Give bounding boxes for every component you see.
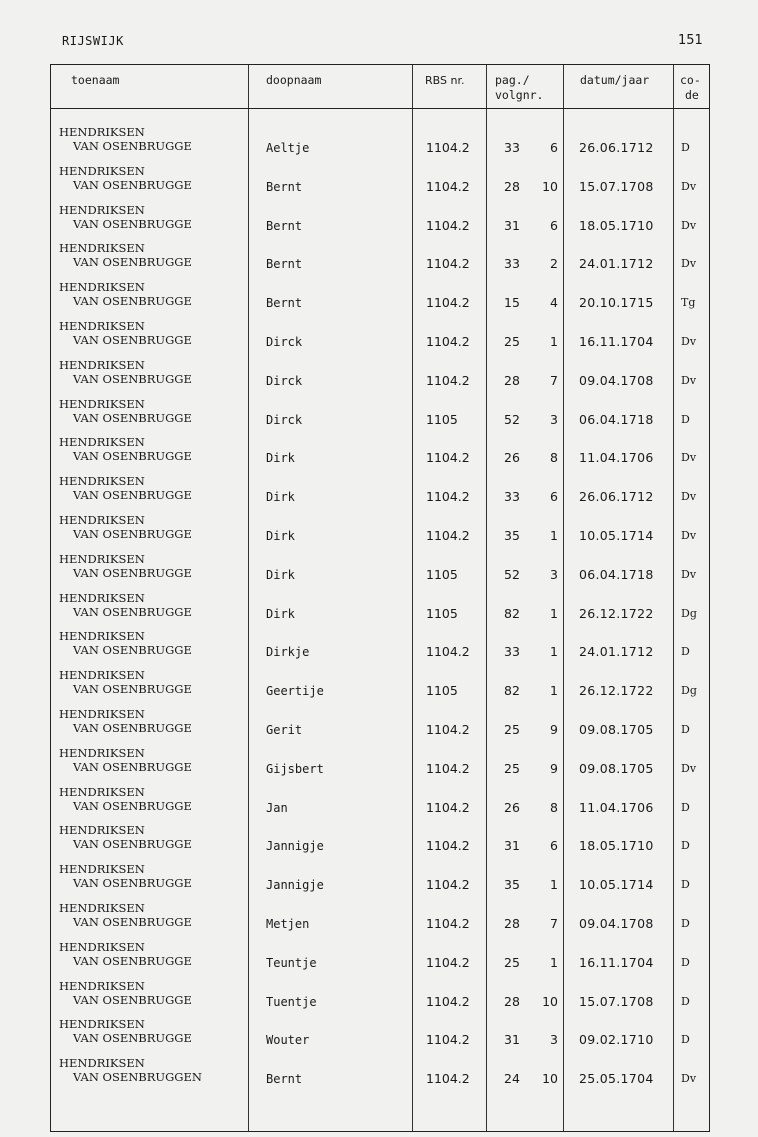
- record-date: 10.05.1714: [579, 528, 654, 543]
- surname-line-1: HENDRIKSEN: [59, 629, 145, 644]
- record-code: Dg: [681, 606, 697, 620]
- page-number-cell: 25: [504, 760, 520, 776]
- table-row: [51, 629, 711, 668]
- record-date: 09.04.1708: [579, 916, 654, 931]
- record-code: Dv: [681, 257, 697, 271]
- table-row: [51, 241, 711, 280]
- surname-line-2: VAN OSENBRUGGE: [73, 798, 192, 813]
- record-date: 26.06.1712: [579, 489, 654, 505]
- rbs-number: 1104.2: [426, 528, 470, 543]
- table-row: [51, 125, 711, 164]
- surname-line-2: VAN OSENBRUGGE: [73, 915, 192, 929]
- record-code: D: [681, 878, 690, 892]
- given-name: Bernt: [266, 218, 303, 233]
- surname-line-1: HENDRIKSEN: [59, 862, 145, 877]
- surname-line-2: VAN OSENBRUGGE: [73, 527, 192, 541]
- surname-line-1: HENDRIKSEN: [59, 435, 145, 450]
- surname-line-1: HENDRIKSEN: [59, 202, 145, 217]
- table-row: [51, 668, 711, 707]
- rbs-number: 1104.2: [426, 760, 470, 776]
- record-date: 11.04.1706: [579, 450, 654, 466]
- surname-line-1: HENDRIKSEN: [59, 513, 145, 527]
- surname-line-2: VAN OSENBRUGGE: [73, 565, 192, 580]
- rbs-number: 1104.2: [426, 1032, 470, 1048]
- surname-line-2: VAN OSENBRUGGE: [73, 449, 192, 464]
- table-row: [51, 940, 711, 979]
- page-number-cell: 33: [504, 256, 520, 272]
- surname-line-2: VAN OSENBRUGGE: [73, 643, 192, 658]
- table-row: [51, 591, 711, 630]
- column-header-pag: pag./: [495, 73, 530, 87]
- record-date: 24.01.1712: [579, 256, 654, 272]
- given-name: Dirck: [266, 373, 303, 388]
- surname-line-1: HENDRIKSEN: [59, 474, 145, 489]
- record-date: 15.07.1708: [579, 993, 654, 1009]
- rbs-number: 1104.2: [426, 954, 470, 970]
- table-row: [51, 164, 711, 203]
- rbs-number: 1104.2: [426, 799, 470, 815]
- sequence-number: 8: [550, 799, 558, 815]
- record-code: D: [681, 955, 690, 969]
- page-number-cell: 28: [504, 372, 520, 388]
- rbs-number: 1105: [426, 411, 458, 427]
- given-name: Aeltje: [266, 141, 310, 155]
- surname-line-1: HENDRIKSEN: [59, 357, 145, 372]
- record-code: Dv: [681, 335, 697, 348]
- page-number-cell: 28: [504, 178, 520, 194]
- table-row: [51, 552, 711, 591]
- record-date: 20.10.1715: [579, 295, 654, 311]
- given-name: Bernt: [266, 257, 303, 272]
- page-number-cell: 24: [504, 1071, 520, 1087]
- surname-line-2: VAN OSENBRUGGE: [73, 255, 192, 270]
- record-code: D: [681, 412, 690, 426]
- page-number-cell: 82: [504, 683, 520, 699]
- table-row: [51, 474, 711, 513]
- sequence-number: 3: [550, 411, 558, 427]
- rbs-number: 1105: [426, 683, 458, 699]
- surname-line-2: VAN OSENBRUGGE: [73, 759, 192, 774]
- record-date: 16.11.1704: [579, 954, 654, 970]
- surname-line-2: VAN OSENBRUGGE: [73, 721, 192, 735]
- page-number-cell: 52: [504, 566, 520, 582]
- page-number-cell: 33: [504, 140, 520, 155]
- given-name: Gijsbert: [266, 761, 324, 776]
- page-number-cell: 25: [504, 954, 520, 970]
- rbs-number: 1105: [426, 605, 458, 621]
- given-name: Gerit: [266, 723, 303, 737]
- sequence-number: 6: [550, 217, 558, 233]
- given-name: Dirkje: [266, 645, 310, 660]
- record-date: 18.05.1710: [579, 838, 654, 854]
- record-code: Dv: [681, 451, 697, 465]
- rbs-number: 1104.2: [426, 256, 470, 272]
- surname-line-2: VAN OSENBRUGGE: [73, 682, 192, 697]
- given-name: Dirck: [266, 335, 303, 349]
- record-date: 26.12.1722: [579, 683, 654, 699]
- page-number-cell: 28: [504, 916, 520, 931]
- surname-line-2: VAN OSENBRUGGE: [73, 953, 192, 968]
- record-code: Dv: [681, 179, 697, 193]
- record-code: D: [681, 800, 690, 814]
- table-row: [51, 513, 711, 552]
- sequence-number: 10: [542, 178, 558, 194]
- page-number-cell: 25: [504, 334, 520, 349]
- table-row: [51, 203, 711, 242]
- rbs-number: 1104.2: [426, 838, 470, 854]
- sequence-number: 3: [550, 566, 558, 582]
- sequence-number: 1: [550, 877, 558, 893]
- surname-line-2: VAN OSENBRUGGE: [73, 177, 192, 192]
- page-number-cell: 33: [504, 644, 520, 660]
- given-name: Dirk: [266, 490, 295, 505]
- surname-line-2: VAN OSENBRUGGE: [73, 294, 192, 309]
- record-code: D: [681, 839, 690, 853]
- record-date: 06.04.1718: [579, 411, 654, 427]
- page-number-cell: 26: [504, 799, 520, 815]
- surname-line-2: VAN OSENBRUGGE: [73, 876, 192, 891]
- page-number-cell: 28: [504, 993, 520, 1009]
- sequence-number: 1: [550, 334, 558, 349]
- surname-line-1: HENDRIKSEN: [59, 939, 145, 954]
- sequence-number: 6: [550, 140, 558, 155]
- record-code: Dv: [681, 373, 697, 387]
- surname-line-2: VAN OSENBRUGGE: [73, 216, 192, 231]
- place-heading: RIJSWIJK: [62, 34, 124, 48]
- table-row: [51, 707, 711, 746]
- rbs-number: 1104.2: [426, 334, 470, 349]
- record-code: Dv: [681, 218, 697, 232]
- sequence-number: 6: [550, 489, 558, 505]
- given-name: Dirk: [266, 606, 295, 621]
- surname-line-1: HENDRIKSEN: [59, 241, 145, 256]
- record-date: 26.06.1712: [579, 140, 654, 155]
- table-row: [51, 435, 711, 474]
- ledger-table: [50, 64, 710, 1132]
- column-header-toenaam: toenaam: [71, 73, 120, 87]
- record-date: 09.08.1705: [579, 722, 654, 737]
- page-number: 151: [678, 33, 703, 48]
- surname-line-1: HENDRIKSEN: [59, 163, 145, 178]
- given-name: Teuntje: [266, 955, 317, 970]
- record-code: Dv: [681, 529, 697, 542]
- sequence-number: 9: [550, 760, 558, 776]
- sequence-number: 1: [550, 954, 558, 970]
- record-code: Dv: [681, 761, 697, 775]
- surname-line-2: VAN OSENBRUGGE: [73, 371, 192, 386]
- surname-line-1: HENDRIKSEN: [59, 280, 145, 295]
- header-rule: [51, 108, 709, 109]
- record-code: D: [681, 917, 690, 930]
- rbs-number: 1104.2: [426, 489, 470, 505]
- rbs-number: 1104.2: [426, 916, 470, 931]
- given-name: Jannigje: [266, 839, 324, 854]
- sequence-number: 8: [550, 450, 558, 466]
- record-date: 11.04.1706: [579, 799, 654, 815]
- rbs-number: 1104.2: [426, 877, 470, 893]
- table-row: [51, 862, 711, 901]
- surname-line-2: VAN OSENBRUGGE: [73, 1031, 192, 1046]
- given-name: Geertije: [266, 684, 324, 699]
- given-name: Wouter: [266, 1033, 310, 1048]
- rbs-number: 1104.2: [426, 217, 470, 233]
- sequence-number: 1: [550, 528, 558, 543]
- surname-line-1: HENDRIKSEN: [59, 590, 145, 605]
- surname-line-2: VAN OSENBRUGGE: [73, 837, 192, 852]
- sequence-number: 2: [550, 256, 558, 272]
- surname-line-1: HENDRIKSEN: [59, 1056, 145, 1071]
- sequence-number: 6: [550, 838, 558, 854]
- record-code: Dg: [681, 684, 697, 698]
- record-date: 16.11.1704: [579, 334, 654, 349]
- surname-line-2: VAN OSENBRUGGE: [73, 604, 192, 619]
- sequence-number: 10: [542, 993, 558, 1009]
- surname-line-2: VAN OSENBRUGGE: [73, 992, 192, 1007]
- sequence-number: 1: [550, 605, 558, 621]
- sequence-number: 1: [550, 644, 558, 660]
- rbs-number: 1104.2: [426, 295, 470, 311]
- surname-line-1: HENDRIKSEN: [59, 745, 145, 760]
- surname-line-2: VAN OSENBRUGGE: [73, 488, 192, 503]
- page-number-cell: 31: [504, 838, 520, 854]
- record-code: Dv: [681, 1072, 697, 1086]
- table-row: [51, 901, 711, 940]
- page-number-cell: 35: [504, 528, 520, 543]
- sequence-number: 10: [542, 1071, 558, 1087]
- given-name: Tuentje: [266, 994, 317, 1009]
- table-row: [51, 979, 711, 1018]
- record-date: 06.04.1718: [579, 566, 654, 582]
- column-header-doopnaam: doopnaam: [266, 73, 322, 87]
- page-number-cell: 82: [504, 605, 520, 621]
- record-date: 10.05.1714: [579, 877, 654, 893]
- surname-line-1: HENDRIKSEN: [59, 823, 145, 838]
- surname-line-2: VAN OSENBRUGGE: [73, 333, 192, 347]
- rbs-number: 1104.2: [426, 644, 470, 660]
- rbs-number: 1104.2: [426, 450, 470, 466]
- record-code: D: [681, 141, 690, 154]
- surname-line-1: HENDRIKSEN: [59, 707, 145, 721]
- surname-line-1: HENDRIKSEN: [59, 901, 145, 915]
- given-name: Dirck: [266, 412, 303, 427]
- page-number-cell: 33: [504, 489, 520, 505]
- record-code: D: [681, 645, 690, 659]
- given-name: Dirk: [266, 451, 295, 466]
- record-date: 09.04.1708: [579, 372, 654, 388]
- table-row: [51, 823, 711, 862]
- table-row: [51, 746, 711, 785]
- table-row: [51, 785, 711, 824]
- column-header-datum: datum/jaar: [580, 73, 650, 87]
- record-date: 18.05.1710: [579, 217, 654, 233]
- column-header-code-cont: de: [685, 88, 699, 102]
- given-name: Dirk: [266, 567, 295, 582]
- column-header-rbs: RBS nr.: [425, 74, 465, 87]
- record-date: 15.07.1708: [579, 178, 654, 194]
- sequence-number: 7: [550, 916, 558, 931]
- sequence-number: 4: [550, 295, 558, 311]
- surname-line-1: HENDRIKSEN: [59, 125, 145, 139]
- given-name: Jannigje: [266, 878, 324, 893]
- page-number-cell: 26: [504, 450, 520, 466]
- rbs-number: 1104.2: [426, 140, 470, 155]
- table-row: [51, 358, 711, 397]
- rbs-number: 1104.2: [426, 993, 470, 1009]
- surname-line-1: HENDRIKSEN: [59, 319, 145, 333]
- table-row: [51, 1056, 711, 1095]
- given-name: Bernt: [266, 179, 303, 194]
- sequence-number: 3: [550, 1032, 558, 1048]
- sequence-number: 1: [550, 683, 558, 699]
- surname-line-1: HENDRIKSEN: [59, 784, 145, 799]
- column-header-code: co-: [680, 73, 701, 87]
- record-code: D: [681, 994, 690, 1008]
- given-name: Jan: [266, 800, 288, 815]
- surname-line-1: HENDRIKSEN: [59, 396, 145, 411]
- record-date: 24.01.1712: [579, 644, 654, 660]
- record-date: 09.02.1710: [579, 1032, 654, 1048]
- page-number-cell: 31: [504, 1032, 520, 1048]
- record-code: D: [681, 723, 690, 736]
- given-name: Metjen: [266, 917, 310, 931]
- record-code: D: [681, 1033, 690, 1047]
- table-row: [51, 319, 711, 358]
- page-number-cell: 52: [504, 411, 520, 427]
- rbs-number: 1104.2: [426, 372, 470, 388]
- rbs-number: 1104.2: [426, 1071, 470, 1087]
- record-date: 26.12.1722: [579, 605, 654, 621]
- table-row: [51, 397, 711, 436]
- surname-line-2: VAN OSENBRUGGE: [73, 139, 192, 153]
- record-code: Tg: [681, 296, 696, 310]
- sequence-number: 9: [550, 722, 558, 737]
- given-name: Bernt: [266, 296, 303, 311]
- column-header-volgnr: volgnr.: [495, 88, 544, 102]
- record-date: 25.05.1704: [579, 1071, 654, 1087]
- page-number-cell: 31: [504, 217, 520, 233]
- surname-line-2: VAN OSENBRUGGE: [73, 410, 192, 425]
- table-row: [51, 1017, 711, 1056]
- surname-line-2: VAN OSENBRUGGEN: [73, 1070, 202, 1085]
- rbs-number: 1105: [426, 566, 458, 582]
- record-date: 09.08.1705: [579, 760, 654, 776]
- page-number-cell: 25: [504, 722, 520, 737]
- surname-line-1: HENDRIKSEN: [59, 978, 145, 993]
- table-row: [51, 280, 711, 319]
- sequence-number: 7: [550, 372, 558, 388]
- rbs-number: 1104.2: [426, 178, 470, 194]
- surname-line-1: HENDRIKSEN: [59, 1017, 145, 1032]
- record-code: Dv: [681, 567, 697, 581]
- given-name: Bernt: [266, 1072, 303, 1087]
- record-code: Dv: [681, 490, 697, 504]
- page-number-cell: 15: [504, 295, 520, 311]
- rbs-number: 1104.2: [426, 722, 470, 737]
- page-number-cell: 35: [504, 877, 520, 893]
- surname-line-1: HENDRIKSEN: [59, 668, 145, 683]
- given-name: Dirk: [266, 529, 295, 543]
- surname-line-1: HENDRIKSEN: [59, 551, 145, 566]
